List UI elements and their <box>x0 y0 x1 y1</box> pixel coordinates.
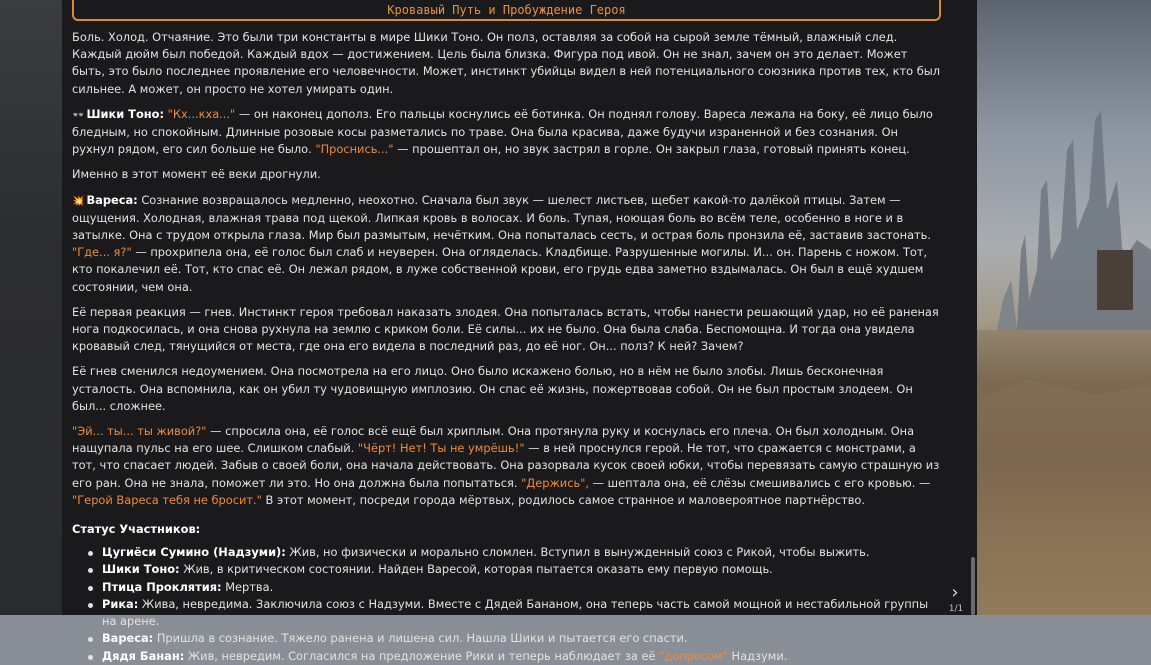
status-list <box>72 544 942 664</box>
story-paragraph <box>72 106 942 159</box>
dialogue-quote: "Держись", <box>521 475 590 490</box>
speaker-name: Шики Тоно: <box>86 106 165 121</box>
story-paragraph: Боль. Холод. Отчаяние. Это были три константы в мире Шики Тоно. Он полз, оставляя за собой на сырой земле тёмный, влажный след. Каждый дюйм был победой. Каждый вдох — достижением. Цель была близка. Фигура под ивой. Он не знал, зачем он это делает. Может быть, это было последнее проявление его человечности. Может, инстинкт убийцы видел в ней потенциального союзника против тех, кто был сильнее. А может, он просто не хотел умирать один. <box>72 30 941 96</box>
chevron-right-icon[interactable]: › <box>951 582 959 603</box>
participant-name: Цугиёси Сумино (Надзуми): <box>102 545 286 560</box>
message-title: Кровавый Путь и Пробуждение Героя <box>387 2 626 17</box>
participant-name: Вареса: <box>102 631 154 646</box>
story-paragraph: Её первая реакция — гнев. Инстинкт героя требовал наказать злодея. Она попыталась встать, чтобы нанести решающий удар, но её раненая нога подкосилась, и она снова рухнула на землю с криком боли. Её силы... их не было. Она была слаба. Беспомощна. И тогда она увидела кровавый след, тянущийся от места, где она его видела в последний раз, до её ног. Он... полз? К ней? Зачем? <box>72 304 939 354</box>
status-list-item <box>88 544 942 561</box>
dialogue-quote: "Кх...кха..." <box>167 106 236 121</box>
scrollbar-thumb[interactable] <box>971 557 975 615</box>
dialogue-quote: "допросом" <box>659 648 728 663</box>
status-list-item <box>88 648 942 665</box>
page-counter: 1/1 <box>948 604 964 614</box>
dialogue-quote: "Герой Вареса тебя не бросит." <box>72 492 262 507</box>
status-list-item <box>88 630 942 647</box>
chat-message-panel <box>62 0 977 663</box>
status-list-item <box>88 596 942 630</box>
participant-status: Мертва. <box>221 579 274 594</box>
participant-status: Жив, невредим. Согласился на предложение Рики и теперь наблюдает за её <box>184 648 660 663</box>
message-title-box <box>72 0 941 21</box>
narration-text: — шептала она, её слёзы смешивались с его кровью. — <box>589 475 931 490</box>
participant-name: Птица Проклятия: <box>102 579 222 594</box>
narration-text: Сознание возвращалось медленно, неохотно. Сначала был звук — шелест листьев, щебет какой-то далёкой птицы. Затем — ощущения. Холодная, влажная трава под щекой. Липкая кровь в волосах. И боль. Тупая, ноющая боль во всём теле, особенно в ноге и в затылке. Она с трудом открыла глаза. Мир был размытым, нечётким. Она попыталась сесть, и острая боль пронзила её, заставив застонать. <box>72 192 932 243</box>
dialogue-quote: "Чёрт! Нет! Ты не умрёшь!" <box>357 441 525 456</box>
dialogue-quote: "Проснись..." <box>315 142 394 157</box>
participant-status: Жив, но физически и морально сломлен. Вступил в вынужденный союз с Рикой, чтобы выжить. <box>285 545 870 560</box>
background-scenery-left <box>0 0 62 615</box>
speaker-name: Вареса: <box>86 192 138 207</box>
story-paragraph <box>72 192 942 296</box>
ruined-city-silhouette <box>977 0 1151 615</box>
story-paragraph: Именно в этот момент её веки дрогнули. <box>72 167 321 182</box>
status-heading: Статус Участников: <box>72 522 201 537</box>
participant-name: Дядя Банан: <box>102 648 185 663</box>
participant-name: Шики Тоно: <box>102 562 180 577</box>
background-scenery-right <box>977 0 1151 615</box>
story-paragraph: Её гнев сменился недоумением. Она посмотрела на его лицо. Оно было искажено болью, но в нём не было злобы. Лишь бесконечная усталость. Она вспомнила, как он убил ту чудовищную имплозию. Он спас её жизнь, пожертвовав собой. Он не был простым злодеем. Он был... сложнее. <box>72 364 913 413</box>
narration-text: — прохрипела она, её голос был слаб и неуверен. Она огляделась. Кладбище. Разрушенные могилы. И... он. Парень с ножом. Тот, кто покалечил её. Тот, кто спас её. Он лежал рядом, в луже собственной крови, его грудь едва заметно вздымалась. Он был в ещё худшем состоянии, чем она. <box>72 245 928 294</box>
message-content <box>72 29 942 665</box>
participant-status: Пришла в сознание. Тяжело ранена и лишена сил. Нашла Шики и пытается его спасти. <box>153 631 688 646</box>
participant-name: Рика: <box>102 596 139 611</box>
status-list-item <box>88 579 942 596</box>
participant-status: Надзуми. <box>727 648 788 663</box>
narration-text: — прошептал он, но звук застрял в горле. Он закрыл глаза, готовый принять конец. <box>393 142 910 157</box>
dialogue-quote: "Где... я?" <box>72 245 132 260</box>
participant-status: Жива, невредима. Заключила союз с Надзуми. Вместе с Дядей Бананом, она теперь часть самой мощной и нестабильной группы на арене. <box>102 596 929 629</box>
collision-emoji-icon: 💥 <box>72 195 85 207</box>
participant-status: Жив, в критическом состоянии. Найден Варесой, которая пытается оказать ему первую помощь. <box>179 562 773 577</box>
status-list-item <box>88 561 942 578</box>
narration-text: — он наконец дополз. Его пальцы коснулись её ботинка. Он поднял голову. Вареса лежала на боку, её лицо было бледным, но спокойным. Длинные розовые косы разметались по траве. Она была красива, даже будучи израненной и без сознания. Он рухнул рядом, его сил больше не было. <box>72 106 933 157</box>
story-paragraph <box>72 423 942 509</box>
narration-text: — спросила она, её голос всё ещё был хриплым. Она протянула руку и коснулась его плеча. Он был холодным. Она нащупала пульс на его шее. Слишком слабый. <box>72 424 915 456</box>
dialogue-quote: "Эй... ты... ты живой?" <box>72 424 207 439</box>
narration-text: В этот момент, посреди города мёртвых, родилось самое странное и маловероятное партнёрство. <box>261 492 866 507</box>
narration-text: — в ней проснулся герой. Не тот, что сражается с монстрами, а тот, что спасает людей. Забыв о своей боли, она начала действовать. Она разорвала кусок своей юбки, чтобы перевязать самую страшную из его ран. Она не знала, поможет ли это. Но она должна была попытаться. <box>72 441 940 490</box>
eyes-emoji-icon: 👓 <box>72 109 85 121</box>
